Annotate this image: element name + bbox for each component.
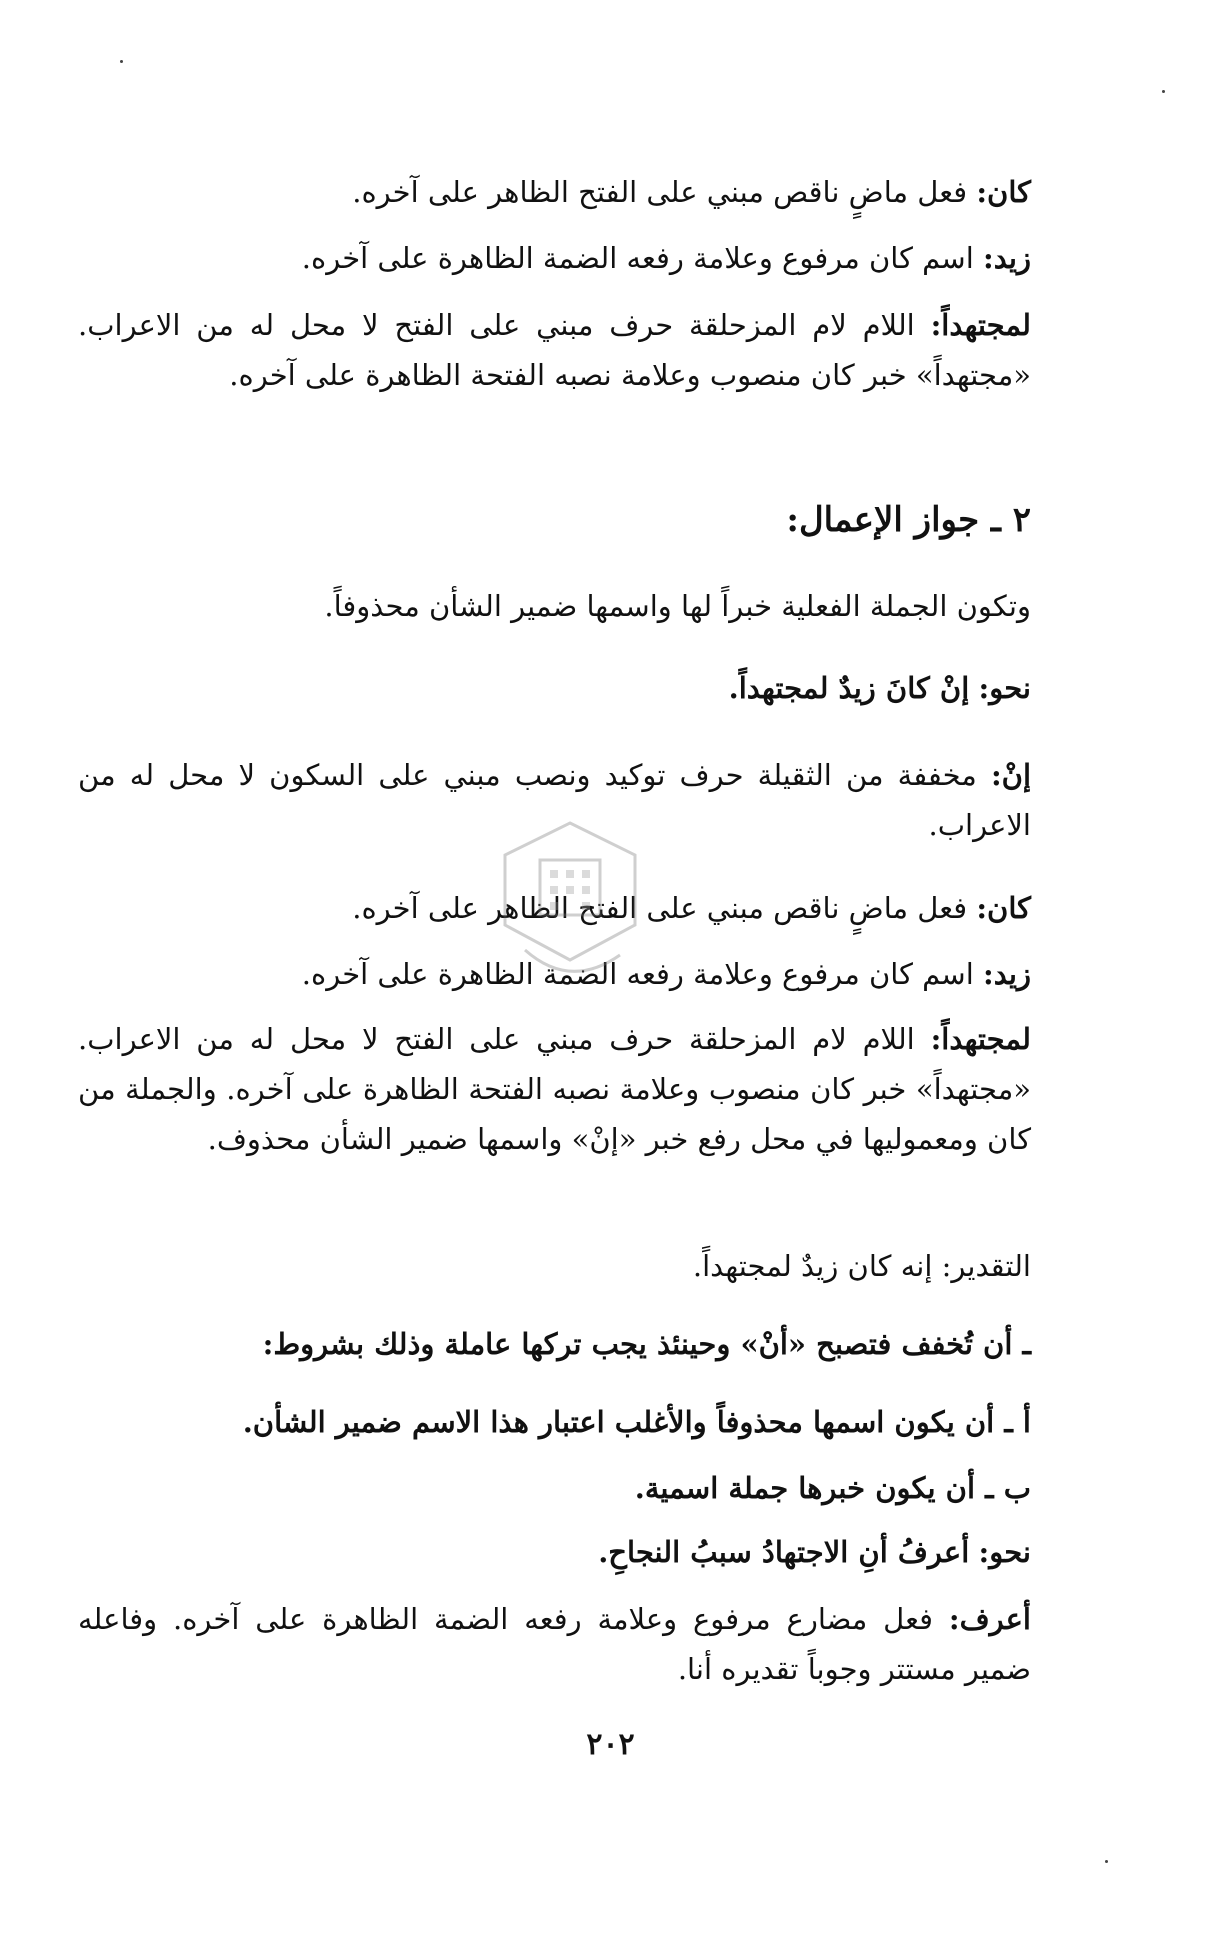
section-heading: ٢ ـ جواز الإعمال: — [786, 500, 1031, 540]
term-label: لمجتهداً: — [930, 1022, 1032, 1056]
condition-a: أ ـ أن يكون اسمها محذوفاً والأغلب اعتبار هذا الاسم ضمير الشأن. — [242, 1405, 1031, 1439]
term-label: زيد: — [982, 957, 1031, 991]
term-label: كان: — [976, 891, 1031, 925]
term-explanation: اسم كان مرفوع وعلامة رفعه الضمة الظاهرة على آخره. — [301, 957, 974, 991]
term-label: إنْ: — [990, 758, 1031, 792]
term-explanation: مخففة من الثقيلة حرف توكيد ونصب مبني على السكون لا محل له من الاعراب. — [78, 758, 1031, 842]
term-label: لمجتهداً: — [930, 308, 1032, 342]
term-explanation: فعل مضارع مرفوع وعلامة رفعه الضمة الظاهرة على آخره. وفاعله ضمير مستتر وجوباً تقديره أنا. — [78, 1602, 1031, 1686]
line-zayd-1 — [302, 238, 1031, 278]
example-label: نحو: — [978, 671, 1031, 705]
line-kana-1 — [352, 172, 1031, 212]
example-line-2 — [598, 1532, 1031, 1572]
scan-speck — [1162, 90, 1165, 93]
condition-line: ـ أن تُخفف فتصبح «أنْ» وحينئذ يجب تركها عاملة وذلك بشروط: — [262, 1327, 1031, 1361]
term-label: أعرف: — [948, 1602, 1031, 1636]
paragraph-mujtahid-1 — [78, 300, 1031, 400]
scan-speck — [120, 60, 123, 63]
term-explanation: فعل ماضٍ ناقص مبني على الفتح الظاهر على آخره. — [352, 891, 968, 925]
paragraph-mujtahid-2 — [78, 1014, 1031, 1164]
page-number: ٢٠٢ — [586, 1727, 635, 1762]
example-sentence: أعرفُ أنِ الاجتهادُ سببُ النجاحِ. — [598, 1535, 970, 1569]
term-explanation: اللام لام المزحلقة حرف مبني على الفتح لا محل له من الاعراب. «مجتهداً» خبر كان منصوب وعلامة نصبه الفتحة الظاهرة على آخره. — [78, 308, 1031, 392]
taqdir-text: إنه كان زيدٌ لمجتهداً. — [692, 1249, 933, 1283]
example-label: نحو: — [978, 1535, 1031, 1569]
term-explanation: اللام لام المزحلقة حرف مبني على الفتح لا محل له من الاعراب. «مجتهداً» خبر كان منصوب وعلامة نصبه الفتحة الظاهرة على آخره. والجملة من كان ومعموليها في محل رفع خبر «إنْ» واسمها ضمير الشأن محذوف. — [78, 1022, 1031, 1156]
term-label: كان: — [976, 175, 1031, 209]
condition-b: ب ـ أن يكون خبرها جملة اسمية. — [634, 1471, 1031, 1505]
example-line-1 — [729, 668, 1031, 708]
taqdir-line — [693, 1246, 1031, 1286]
term-explanation: اسم كان مرفوع وعلامة رفعه الضمة الظاهرة على آخره. — [301, 241, 974, 275]
line-kana-2 — [352, 888, 1031, 928]
example-sentence: إنْ كانَ زيدٌ لمجتهداً. — [728, 671, 970, 705]
term-label: زيد: — [982, 241, 1031, 275]
scan-speck — [1105, 1860, 1108, 1863]
term-explanation: فعل ماضٍ ناقص مبني على الفتح الظاهر على آخره. — [352, 175, 968, 209]
paragraph-arif — [78, 1594, 1031, 1694]
library-seal-watermark-icon — [470, 815, 670, 990]
taqdir-label: التقدير: — [941, 1249, 1031, 1283]
intro-line: وتكون الجملة الفعلية خبراً لها واسمها ضمير الشأن محذوفاً. — [324, 589, 1031, 623]
